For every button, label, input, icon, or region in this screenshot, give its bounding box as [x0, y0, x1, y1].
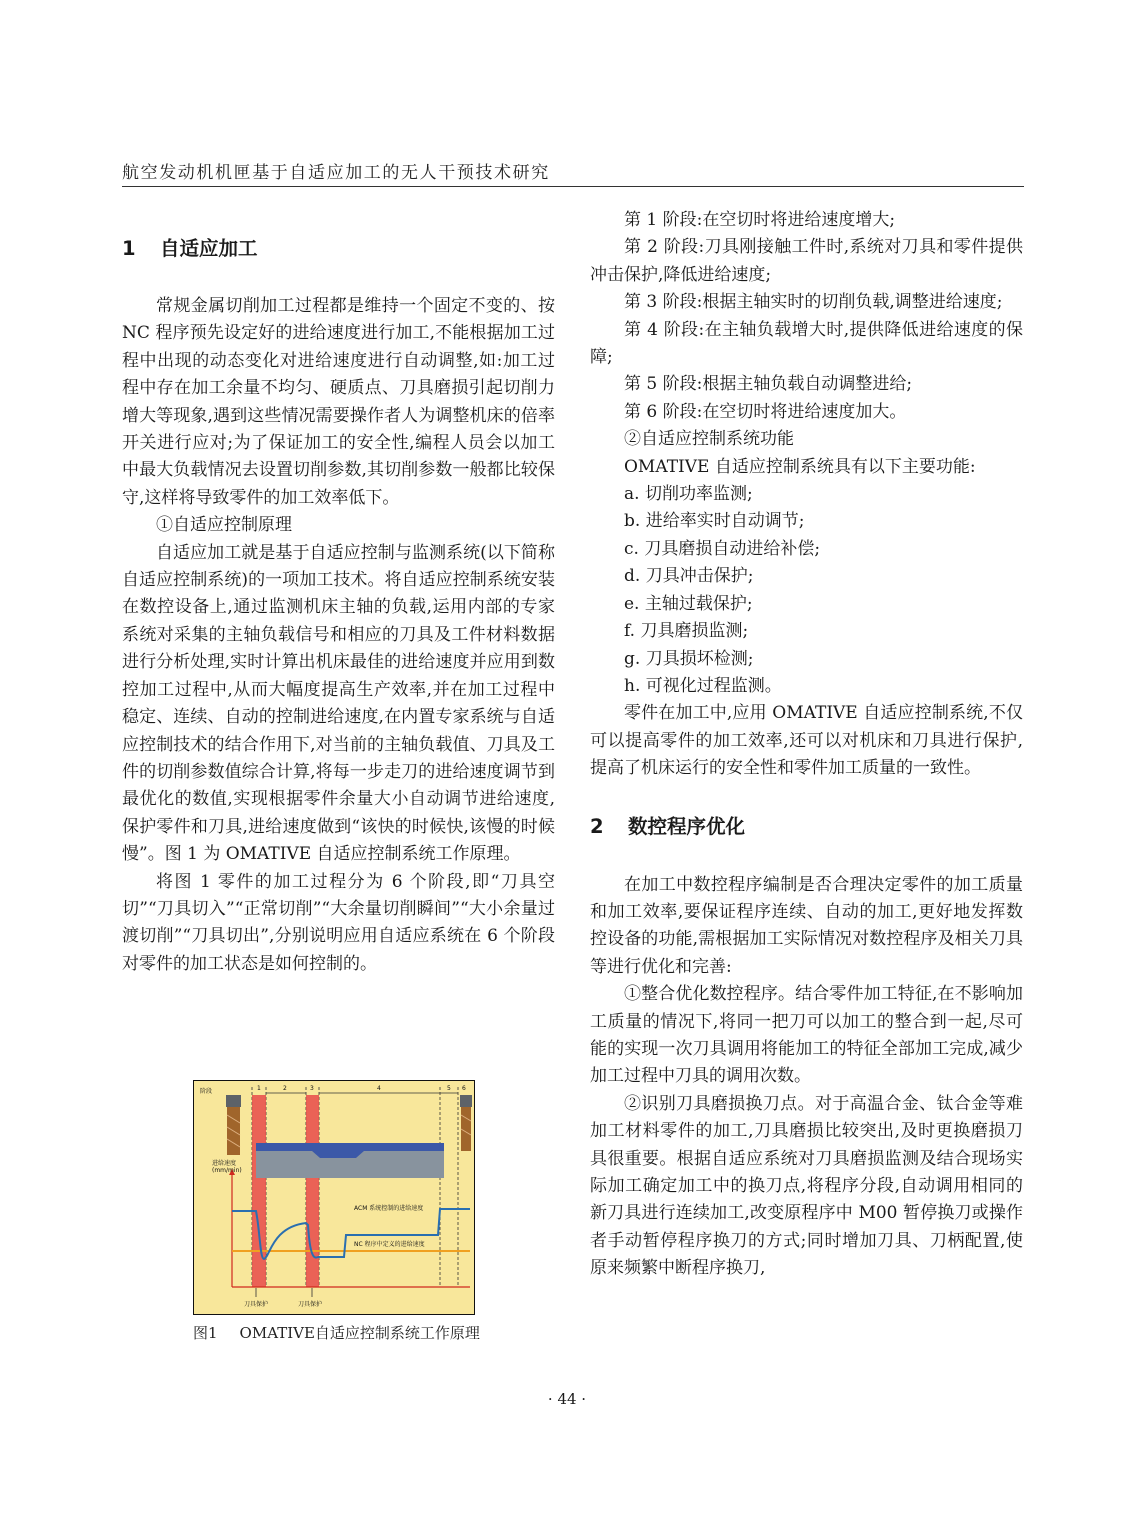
principle-diagram [194, 1081, 473, 1313]
function-item: h. 可视化过程监测。 [624, 675, 782, 696]
function-item: f. 刀具磨损监测; [624, 621, 749, 642]
stage-number-2: 2 [283, 1085, 287, 1092]
figure-caption [193, 1322, 502, 1343]
figure-1 [193, 1080, 475, 1315]
y-axis-label: 进给速度 [212, 1160, 237, 1167]
y-axis-unit: (mm/min) [212, 1167, 242, 1174]
section-2-number: 2 [590, 814, 604, 838]
running-title: 航空发动机机匣基于自适应加工的无人干预技术研究 [122, 163, 550, 183]
section-2-title: 数控程序优化 [628, 814, 746, 838]
figure-label: 图1 [193, 1324, 218, 1342]
right-column [590, 207, 1023, 1283]
acm-legend: ACM 系统控制的进给速度 [354, 1205, 424, 1212]
end-mill-right-icon [460, 1095, 472, 1151]
stage-item: 第 2 阶段:刀具刚接触工件时,系统对刀具和零件提供冲击保护,降低进给速度; [590, 237, 1023, 285]
section-1-title: 自适应加工 [160, 237, 258, 260]
protect-label-2: 刀具保护 [298, 1301, 323, 1308]
subheading-principle: ①自适应控制原理 [156, 515, 292, 536]
left-column [122, 207, 555, 978]
subheading-functions: ②自适应控制系统功能 [624, 429, 794, 450]
section-2-heading [590, 813, 1023, 841]
function-item: g. 刀具损坏检测; [624, 648, 754, 669]
page-number: · 44 · [547, 1390, 587, 1408]
end-mill-left-icon [226, 1095, 241, 1155]
nc-legend: NC 程序中定义的进给速度 [354, 1241, 425, 1248]
functions-intro: OMATIVE 自适应控制系统具有以下主要功能: [624, 456, 976, 477]
header-rule [122, 186, 1024, 187]
stage-number-6: 6 [462, 1085, 466, 1092]
function-item: a. 切削功率监测; [624, 484, 753, 505]
stage-item: 第 5 阶段:根据主轴负载自动调整进给; [624, 374, 913, 395]
stage-number-4: 4 [377, 1085, 381, 1092]
section-1-heading [122, 235, 555, 263]
paragraph: 自适应加工就是基于自适应控制与监测系统(以下简称自适应控制系统)的一项加工技术。将自适应控制系统安装在数控设备上,通过监测机床主轴的负载,运用内部的专家系统对采集的主轴负载信号和相应的刀具及工件材料数据进行分析处理,实时计算出机床最佳的进给速度并应用到数控加工过程中,从而大幅度提高生产效率,并在加工过程中稳定、连续、自动的控制进给速度,在内置专家系统与自适应控制技术的结合作用下,对当前的主轴负载值、刀具及工件的切削参数值综合计算,将每一步走刀的进给速度调节到最优化的数值,实现根据零件余量大小自动调节进给速度,保护零件和刀具,进给速度做到“该快的时候快,该慢的时候慢”。图 1 为 OMATIVE 自适应控制系统工作原理。 [122, 542, 555, 865]
stage-label: 阶段 [200, 1088, 213, 1095]
function-item: b. 进给率实时自动调节; [624, 511, 805, 532]
stage-item: 第 1 阶段:在空切时将进给速度增大; [624, 210, 896, 230]
figure-caption-text: OMATIVE自适应控制系统工作原理 [239, 1324, 480, 1342]
function-item: c. 刀具磨损自动进给补偿; [624, 538, 821, 559]
stage-item: 第 3 阶段:根据主轴实时的切削负载,调整进给速度; [624, 292, 1003, 313]
paragraph: 常规金属切削加工过程都是维持一个固定不变的、按 NC 程序预先设定好的进给速度进行加工,不能根据加工过程中出现的动态变化对进给速度进行自动调整,如:加工过程中存在加工余量不均匀、硬质点、刀具磨损引起切削力增大等现象,遇到这些情况需要操作者人为调整机床的倍率开关进行应对;为了保证加工的安全性,编程人员会以加工中最大负载情况去设置切削参数,其切削参数一般都比较保守,这样将导致零件的加工效率低下。 [122, 296, 555, 508]
stage-number-5: 5 [447, 1085, 451, 1092]
stage-number-1: 1 [257, 1085, 261, 1092]
paragraph: 将图 1 零件的加工过程分为 6 个阶段,即“刀具空切”“刀具切入”“正常切削”“大余量切削瞬间”“大小余量过渡切削”“刀具切出”,分别说明应用自适应系统在 6 个阶段对零件的加工状态是如何控制的。 [122, 871, 555, 974]
function-item: d. 刀具冲击保护; [624, 566, 754, 587]
stage-item: 第 6 阶段:在空切时将进给速度加大。 [624, 401, 907, 422]
paragraph: ①整合优化数控程序。结合零件加工特征,在不影响加工质量的情况下,将同一把刀可以加工的整合到一起,尽可能的实现一次刀具调用将能加工的特征全部加工完成,减少加工过程中刀具的调用次数。 [590, 984, 1023, 1087]
stage-number-3: 3 [310, 1085, 314, 1092]
paragraph: 在加工中数控程序编制是否合理决定零件的加工质量和加工效率,要保证程序连续、自动的加工,更好地发挥数控设备的功能,需根据加工实际情况对数控程序及相关刀具等进行优化和完善: [590, 874, 1023, 977]
section-1-number: 1 [122, 237, 136, 260]
paragraph: ②识别刀具磨损换刀点。对于高温合金、钛合金等难加工材料零件的加工,刀具磨损比较突出,及时更换磨损刀具很重要。根据自适应系统对刀具磨损监测及结合现场实际加工确定加工中的换刀点,将程序分段,自动调用相同的新刀具进行连续加工,改变原程序中 M00 暂停换刀或操作者手动暂停程序换刀的方式;同时增加刀具、刀柄配置,使原来频繁中断程序换刀, [590, 1093, 1023, 1279]
protect-label-1: 刀具保护 [244, 1301, 269, 1308]
paragraph: 零件在加工中,应用 OMATIVE 自适应控制系统,不仅可以提高零件的加工效率,还可以对机床和刀具进行保护,提高了机床运行的安全性和零件加工质量的一致性。 [590, 703, 1023, 779]
function-item: e. 主轴过载保护; [624, 593, 753, 614]
stage-item: 第 4 阶段:在主轴负载增大时,提供降低进给速度的保障; [590, 319, 1023, 368]
